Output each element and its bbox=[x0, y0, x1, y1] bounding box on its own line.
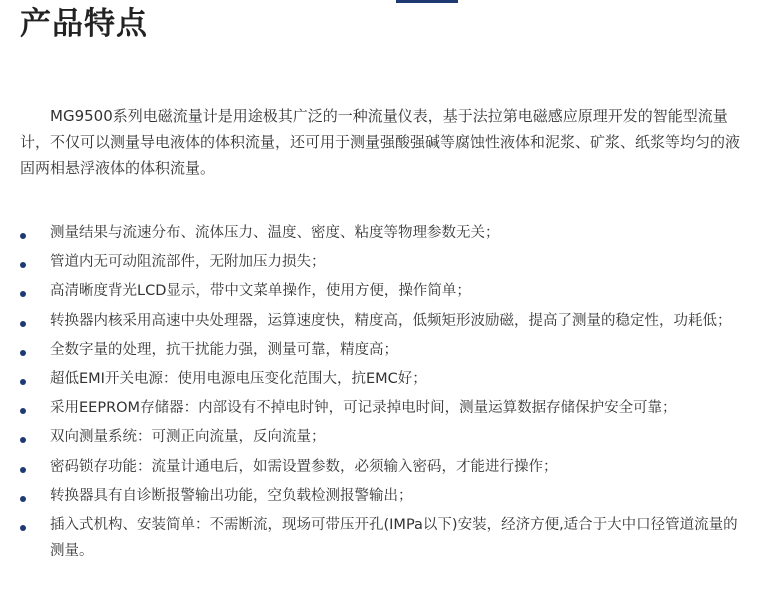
page-title: 产品特点 bbox=[20, 6, 148, 42]
bullet-icon bbox=[20, 408, 26, 414]
feature-text: 管道内无可动阻流部件，无附加压力损失； bbox=[50, 254, 326, 271]
list-item bbox=[20, 454, 750, 480]
list-item bbox=[20, 366, 750, 392]
bullet-icon bbox=[20, 291, 26, 297]
feature-text: 转换器具有自诊断报警输出功能，空负载检测报警输出； bbox=[50, 487, 413, 504]
feature-text: 采用EEPROM存储器：内部设有不掉电时钟，可记录掉电时间，测量运算数据存储保护安全可靠； bbox=[50, 400, 677, 417]
bullet-icon bbox=[20, 233, 26, 239]
feature-text: 插入式机构、安装简单：不需断流，现场可带压开孔(IMPa以下)安装，经济方便,适合于大中口径管道流量的测量。 bbox=[50, 516, 738, 559]
feature-text: 测量结果与流速分布、流体压力、温度、密度、粘度等物理参数无关； bbox=[50, 225, 500, 241]
list-item bbox=[20, 483, 750, 509]
feature-text: 双向测量系统：可测正向流量，反向流量； bbox=[50, 429, 326, 446]
list-item bbox=[20, 395, 750, 421]
list-item bbox=[20, 512, 750, 564]
list-item bbox=[20, 249, 750, 275]
bullet-icon bbox=[20, 437, 26, 443]
bullet-icon bbox=[20, 350, 26, 356]
feature-list bbox=[20, 220, 750, 567]
list-item bbox=[20, 278, 750, 304]
bullet-icon bbox=[20, 379, 26, 385]
feature-text: 高清晰度背光LCD显示，带中文菜单操作，使用方便，操作简单； bbox=[50, 283, 471, 300]
bullet-icon bbox=[20, 525, 26, 531]
list-item bbox=[20, 424, 750, 450]
bullet-icon bbox=[20, 262, 26, 268]
intro-paragraph: MG9500系列电磁流量计是用途极其广泛的一种流量仪表，基于法拉第电磁感应原理开发的智能型流量计，不仅可以测量导电液体的体积流量，还可用于测量强酸强碱等腐蚀性液体和泥浆、矿浆、纸浆等均匀的液固两相悬浮液体的体积流量。 bbox=[20, 107, 741, 177]
list-item bbox=[20, 308, 750, 334]
list-item bbox=[20, 337, 750, 363]
feature-text: 转换器内核采用高速中央处理器，运算速度快，精度高，低频矩形波励磁，提高了测量的稳定性，功耗低； bbox=[50, 312, 732, 329]
feature-text: 密码锁存功能：流量计通电后，如需设置参数，必须输入密码，才能进行操作； bbox=[50, 458, 558, 475]
bullet-icon bbox=[20, 496, 26, 502]
bullet-icon bbox=[20, 467, 26, 473]
feature-text: 超低EMI开关电源：使用电源电压变化范围大，抗EMC好； bbox=[50, 370, 427, 387]
top-accent-bar bbox=[396, 0, 458, 3]
list-item bbox=[20, 220, 750, 246]
feature-text: 全数字量的处理，抗干扰能力强，测量可靠，精度高； bbox=[50, 341, 398, 358]
bullet-icon bbox=[20, 321, 26, 327]
